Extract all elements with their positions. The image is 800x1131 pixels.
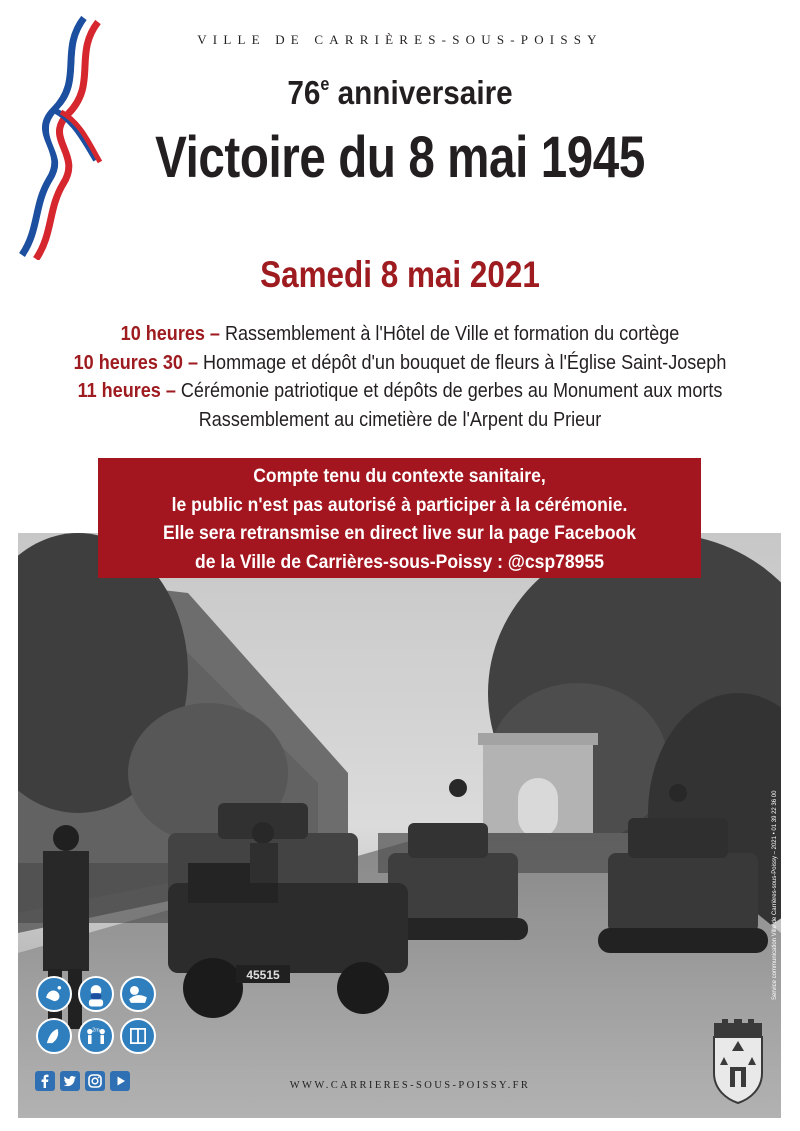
schedule-item bbox=[48, 349, 752, 378]
mask-icon bbox=[78, 976, 114, 1012]
schedule-text: Hommage et dépôt d'un bouquet de fleurs à l'Église Saint-Joseph bbox=[203, 350, 727, 374]
schedule-time: 10 heures 30 – bbox=[73, 350, 198, 374]
schedule-item bbox=[48, 406, 752, 435]
schedule-time: 11 heures – bbox=[77, 379, 176, 402]
city-header: VILLE DE CARRIÈRES-SOUS-POISSY bbox=[197, 32, 603, 47]
handwashing-icon bbox=[36, 976, 72, 1012]
anniversary-heading bbox=[40, 74, 760, 112]
youtube-icon[interactable] bbox=[110, 1071, 130, 1091]
anniversary-number: 76 bbox=[287, 74, 321, 111]
svg-text:2m: 2m bbox=[92, 1027, 100, 1034]
notice-line: de la Ville de Carrières-sous-Poissy : @csp78955 bbox=[195, 550, 604, 573]
event-date: Samedi 8 mai 2021 bbox=[260, 254, 540, 295]
city-crest-icon bbox=[708, 1015, 768, 1105]
schedule-text: Cérémonie patriotique et dépôts de gerbes au Monument aux morts bbox=[180, 379, 723, 402]
distance-2m-icon bbox=[78, 1018, 114, 1054]
jeep-plate: 45515 bbox=[246, 968, 280, 982]
schedule bbox=[0, 320, 800, 434]
instagram-icon[interactable] bbox=[85, 1071, 105, 1091]
notice-line: Compte tenu du contexte sanitaire, bbox=[253, 465, 546, 487]
sanitary-notice bbox=[98, 458, 701, 578]
schedule-time: 10 heures – bbox=[120, 322, 220, 345]
schedule-item bbox=[48, 377, 752, 406]
notice-line: le public n'est pas autorisé à participer à la cérémonie. bbox=[171, 493, 628, 516]
schedule-text: Rassemblement au cimetière de l'Arpent du Prieur bbox=[198, 407, 602, 431]
side-credit: Service communication Ville de Carrières-sous-Poissy – 2021 • 01 39 22 36 00 bbox=[772, 790, 778, 1000]
no-handshake-icon bbox=[36, 1018, 72, 1054]
tissue-icon bbox=[120, 1018, 156, 1054]
schedule-item bbox=[48, 320, 752, 349]
twitter-icon[interactable] bbox=[60, 1071, 80, 1091]
notice-line: Elle sera retransmise en direct live sur la page Facebook bbox=[162, 522, 637, 544]
website-url[interactable]: WWW.CARRIERES-SOUS-POISSY.FR bbox=[289, 1080, 531, 1091]
anniversary-suffix: e bbox=[320, 74, 330, 94]
facebook-icon[interactable] bbox=[35, 1071, 55, 1091]
page-title: Victoire du 8 mai 1945 bbox=[155, 125, 645, 190]
anniversary-word: anniversaire bbox=[337, 74, 513, 111]
schedule-text: Rassemblement à l'Hôtel de Ville et formation du cortège bbox=[224, 322, 680, 345]
social-links bbox=[35, 1071, 130, 1091]
elbow-sneeze-icon bbox=[120, 976, 156, 1012]
